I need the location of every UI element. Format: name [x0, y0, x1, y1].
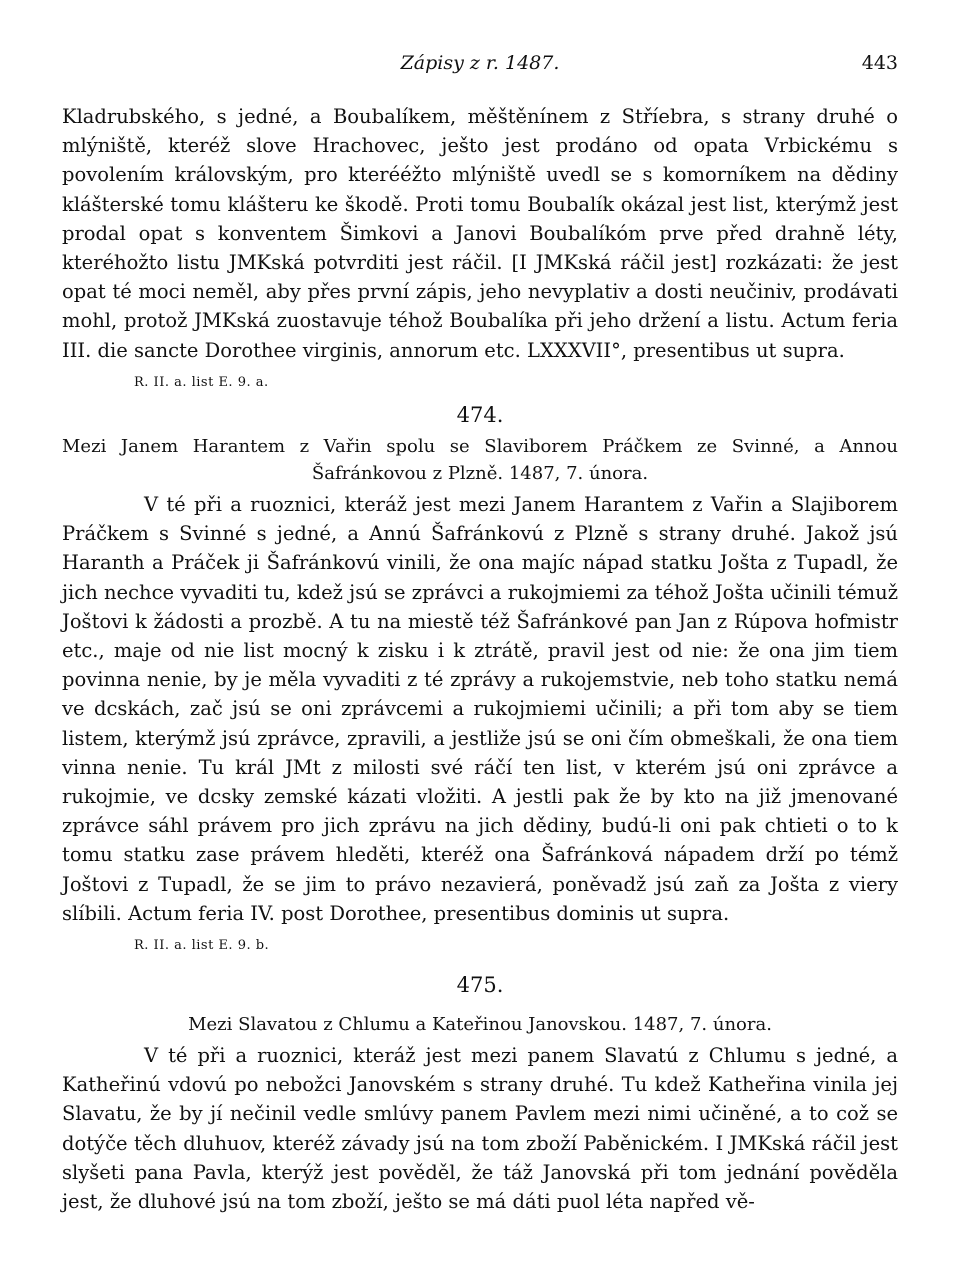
- page-number: 443: [861, 52, 898, 74]
- entry-body: V té při a ruoznici, kteráž jest mezi panem Slavatú z Chlumu s jedné, a Katheřinú vdovú po nebožci Janovském s strany druhé. Tu kdež Katheřina vinila jej Slavatu, že by jí nečinil vedle smlúvy panem Pavlem mezi nimi učiněné, a to což se dotýče těch dluhuov, kteréž závady jsú na tom zboží Paběnickém. I JMKská ráčil jest slyšeti pana Pavla, kterýž jest pověděl, že táž Janovská při tom jednání pověděla jest, že dluhové jsú na tom zboží, ješto se má dáti puol léta napřed vě-: [62, 1044, 898, 1214]
- paragraph-continuation: Kladrubského, s jedné, a Boubalíkem, měštěnínem z Stříebra, s strany druhé o mlýniště, kteréž slove Hrachovec, ješto jest prodáno od opata Vrbickému s povolením královským, pro kterééžto mlýniště uvedl se s komorníkem na dědiny klášterské tomu klášteru ke škodě. Proti tomu Boubalík okázal jest list, kterýmž jest prodal opat s konventem Šimkovi a Janovi Boubalíkóm prve před drahně léty, kteréhožto listu JMKská potvrditi jest ráčil. [I JMKská ráčil jest] rozkázati: že jest opat té moci neměl, aby přes první zápis, jeho nevyplativ a dosti neučiniv, prodávati mohl, protož JMKská zuostavuje téhož Boubalíka při jeho držení a listu. Actum feria III. die sancte Dorothee virginis, annorum etc. LXXXVII°, presentibus ut supra.: [62, 105, 898, 362]
- page-header: [62, 52, 898, 76]
- entry-body: V té při a ruoznici, kteráž jest mezi Janem Harantem z Vařin a Slajiborem Práčkem s Svinné s jedné, a Annú Šafránkovú z Plzně s strany druhé. Jakož jsú Haranth a Práček ji Šafránkovú vinili, že ona majíc nápad statku Jošta z Tupadl, že jich nechce vyvaditi tu, kdež jsú se zprávci a rukojmiemi za téhož Jošta učinili témuž Joštovi k žádosti a prozbě. A tu na miestě též Šafránkové pan Jan z Rúpova hofmistr etc., maje od nie list mocný k zisku i k ztrátě, pravil jest od nie: že ona jim tiem povinna nenie, by je měla vyvaditi z té zprávy a rukojemstvie, neb toho statku nemá ve dcskách, zač jsú se oni zprávcemi a rukojmiemi učinili; a při tom aby se tiem listem, kterýmž jsú zprávce, zpravili, a jestliže jsú se oni čím obmeškali, že ona tiem vinna nenie. Tu král JMt z milosti své ráčí ten list, v kterém jsú oni zprávce a rukojmie, ve dcsky zemské kázati vložiti. A jestli pak že by kto na již jmenované zprávce sáhl právem pro jich zprávu na jich dědiny, budú-li oni pak chtieti o to k tomu statku zase právem hleděti, kteréž ona Šafránková nápadem drží po témž Joštovi z Tupadl, že se jim to právo nezavierá, poněvadž jsú zaň za Jošta z viery slíbili. Actum feria IV. post Dorothee, presentibus dominis ut supra.: [62, 493, 898, 925]
- entry-title: Mezi Slavatou z Chlumu a Kateřinou Janovskou. 1487, 7. února.: [188, 1014, 772, 1035]
- running-title: Zápisy z r. 1487.: [400, 52, 560, 74]
- source-reference: R. II. a. list E. 9. b.: [134, 938, 270, 953]
- entry-number: 475.: [456, 973, 504, 997]
- entry-title: Mezi Janem Harantem z Vařin spolu se Slaviborem Práčkem ze Svinné, a Annou Šafránkovou z Plzně. 1487, 7. února.: [62, 436, 898, 484]
- entry-number: 474.: [456, 403, 504, 427]
- source-reference: R. II. a. list E. 9. a.: [134, 375, 269, 390]
